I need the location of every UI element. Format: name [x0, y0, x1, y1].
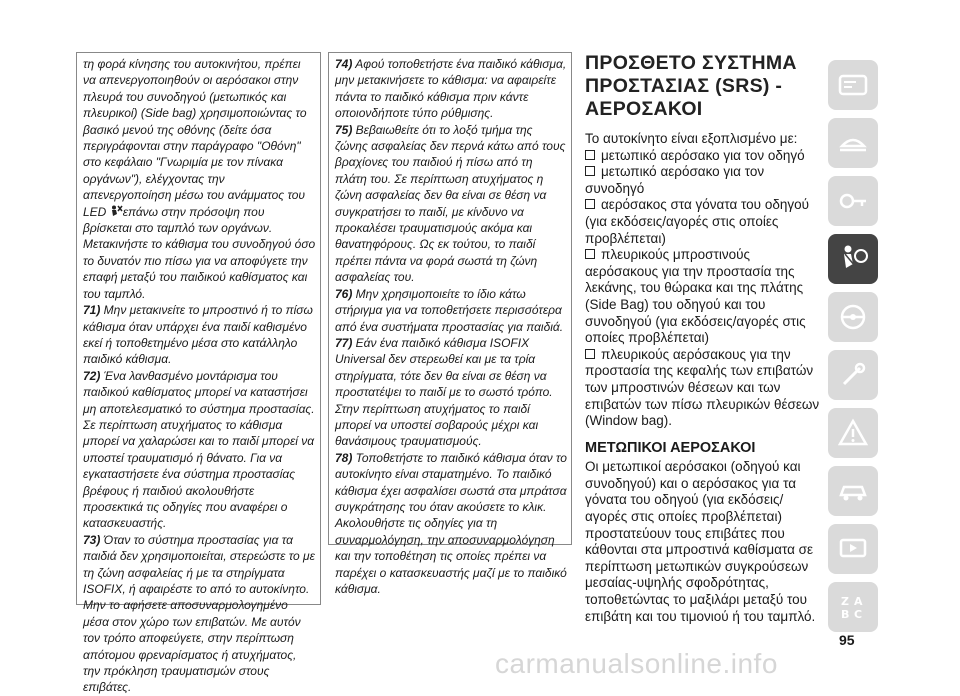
- airbag-seatbelt-icon[interactable]: [828, 234, 878, 284]
- section-body: [585, 131, 825, 625]
- steering-icon[interactable]: [828, 292, 878, 342]
- note-75: 75) Βεβαιωθείτε ότι το λοξό τμήμα της ζώνης ασφαλείας δεν περνά κάτω από τους βραχίονες του παιδιού ή πίσω από τη πλάτη του. Σε περίπτωση ατυχήματος η ζώνη ασφαλείας δεν θα είναι σε θέση να συγκρατήσει το παιδί, με κίνδυνο να προκαλέσει τραυματισμούς ακόμα και θανατηφόρους. Ως εκ τούτου, το παιδί πρέπει πάντα να φορά σωστά τη ζώνη ασφαλείας του.: [335, 122, 566, 285]
- car-spec-icon[interactable]: [828, 466, 878, 516]
- svg-text:B: B: [841, 608, 850, 621]
- warning-triangle-icon[interactable]: [828, 408, 878, 458]
- list-item: αερόσακος στα γόνατα του οδηγού (για εκδόσεις/αγορές στις οποίες προβλέπεται): [585, 197, 809, 246]
- note-71: 71) Μην μετακινείτε το μπροστινό ή το πίσω κάθισμα όταν υπάρχει ένα παιδί καθισμένο εκεί ή τοποθετημένο μέσα στο κατάλληλο παιδικό κάθισμα.: [83, 303, 313, 367]
- page-number: 95: [839, 632, 855, 648]
- media-icon[interactable]: [828, 524, 878, 574]
- checkbox-bullet-icon: [585, 199, 595, 209]
- subsection-title: ΜΕΤΩΠΙΚΟΙ ΑΕΡΟΣΑΚΟΙ: [585, 439, 756, 456]
- svg-text:A: A: [854, 595, 863, 608]
- index-icon[interactable]: [828, 582, 878, 632]
- main-column: [585, 52, 825, 625]
- note-72: 72) Ένα λανθασμένο μοντάρισμα του παιδικού καθίσματος μπορεί να καταστήσει μη αποτελεσματικό το σύστημα προστασίας. Σε περίπτωση ατυχήματος το κάθισμα μπορεί να χαλαρώσει και το παιδί μπορεί να υποστεί τραυματισμό ή θάνατο. Για να εγκαταστήσετε ένα σύστημα προστασίας βρέφους ή παιδιού ακολουθήστε προσεκτικά τις οδηγίες που αναφέρει ο κατασκευαστής.: [83, 368, 315, 531]
- car-key-icon[interactable]: [828, 176, 878, 226]
- checkbox-bullet-icon: [585, 166, 595, 176]
- chapter-tabs: [828, 60, 878, 640]
- checkbox-bullet-icon: [585, 249, 595, 259]
- note-74: 74) Αφού τοποθετήστε ένα παιδικό κάθισμα, μην μετακινήσετε το κάθισμα: να αφαιρείτε πάντα το παιδικό κάθισμα πριν κάντε οποιονδήποτε τύπο ρύθμισης.: [335, 57, 567, 121]
- airbag-off-led-icon: [110, 205, 123, 217]
- notes-column-left: [76, 52, 321, 695]
- notes-column-middle: [328, 52, 572, 596]
- checkbox-bullet-icon: [585, 349, 595, 359]
- checkbox-bullet-icon: [585, 150, 595, 160]
- note-77: 77) Εάν ένα παιδικό κάθισμα ISOFIX Universal δεν στερεωθεί και με τα τρία στηρίγματα, τότε δεν θα είναι σε θέση να προστατέψει το παιδί με το σωστό τρόπο. Στην περίπτωση ατυχήματος το παιδί μπορεί να υποστεί σοβαρούς μέχρι και θανάσιμους τραυματισμούς.: [335, 335, 553, 449]
- car-lights-icon[interactable]: [828, 118, 878, 168]
- list-item: μετωπικό αερόσακο για τον οδηγό: [585, 148, 825, 165]
- note-73: 73) Όταν το σύστημα προστασίας για τα παιδιά δεν χρησιμοποιείται, στερεώστε το με τη ζώνη ασφαλείας ή με τα στηρίγματα ISOFIX, ή αφαιρέστε το από το αυτοκίνητο. Μην το αφήσετε αποσυναρμολογημένο μέσα στον χώρο των επιβατών. Με αυτόν τον τρόπο αποφεύγετε, στην περίπτωση απότομου φρεναρίσματος ή ατυχήματος, την πρόκληση τραυματισμών στους επιβάτες.: [83, 532, 315, 695]
- section-title: ΠΡΟΣΘΕΤΟ ΣΥΣΤΗΜΑ ΠΡΟΣΤΑΣΙΑΣ (SRS) - ΑΕΡΟΣΑΚΟΙ: [585, 52, 797, 120]
- list-item: πλευρικούς μπροστινούς αερόσακους για την προστασία της λεκάνης, του θώρακα και της πλάτης (Side Bag) του οδηγού και του συνοδηγού (για εκδόσεις/αγορές στις οποίες προβλέπεται): [585, 247, 806, 346]
- svg-text:Z: Z: [841, 595, 849, 608]
- note-paragraph: τη φορά κίνησης του αυτοκινήτου, πρέπει να απενεργοποιηθούν οι αερόσακοι στην πλευρά του συνοδηγού (μετωπικός και πλευρικοί) (Side bag) χρησιμοποιώντας το βασικό μενού της οθόνης (δείτε όσα περιγράφονται στην παράγραφο "Οθόνη" στο κεφάλαιο "Γνωριμία με τον πίνακα οργάνων"), ελέγχοντας την απενεργοποίηση μέσω του ανάμματος του LED επάνω στην πρόσοψη που βρίσκεται στο ταμπλό των οργάνων. Μετακινήστε το κάθισμα του συνοδηγού όσο το δυνατόν πιο πίσω για να αποφύγετε την επαφή μεταξύ του παιδικού καθίσματος και του ταμπλό.: [83, 57, 316, 301]
- list-item: πλευρικούς αερόσακους για την προστασία της κεφαλής των επιβατών των μπροστινών θέσεων και των επιβατών των πίσω πλευρικών θέσεων (Window bag).: [585, 346, 820, 429]
- watermark: carmanualsonline.info: [495, 648, 778, 679]
- dashboard-icon[interactable]: [828, 60, 878, 110]
- subsection-paragraph: Οι μετωπικοί αερόσακοι (οδηγού και συνοδηγού) και ο αερόσακος για τα γόνατα του οδηγού (για εκδόσεις/αγορές στις οποίες προβλέπεται) προστατεύουν τους επιβάτες που κάθονται στα μπροστινά καθίσματα σε περίπτωση μετωπικών συγκρούσεων μεσαίας-υψηλής σφοδρότητας, τοποθετώντας το μαξιλάρι μεταξύ του επιβάτη και του τιμονιού ή του ταμπλό.: [585, 459, 816, 624]
- tools-icon[interactable]: [828, 350, 878, 400]
- note-78: 78) Τοποθετήστε το παιδικό κάθισμα όταν το αυτοκίνητο είναι σταματημένο. Το παιδικό κάθισμα έχει ασφαλίσει σωστά στα μπράτσα συγκράτησης του όταν ακούσετε το κλικ. Ακολουθήστε τις οδηγίες για τη συναρμολόγηση, την αποσυναρμολόγηση και την τοποθέτηση τις οποίες πρέπει να παρέχει ο κατασκευαστής μαζί με το παιδικό κάθισμα.: [335, 450, 567, 596]
- svg-text:C: C: [854, 608, 863, 621]
- intro-text: Το αυτοκίνητο είναι εξοπλισμένο με:: [585, 131, 798, 146]
- note-76: 76) Μην χρησιμοποιείτε το ίδιο κάτω στήριγμα για να τοποθετήσετε περισσότερα από ένα συστήματα προστασίας για παιδιά.: [335, 286, 564, 334]
- list-item: μετωπικό αερόσακο για τον συνοδηγό: [585, 164, 765, 196]
